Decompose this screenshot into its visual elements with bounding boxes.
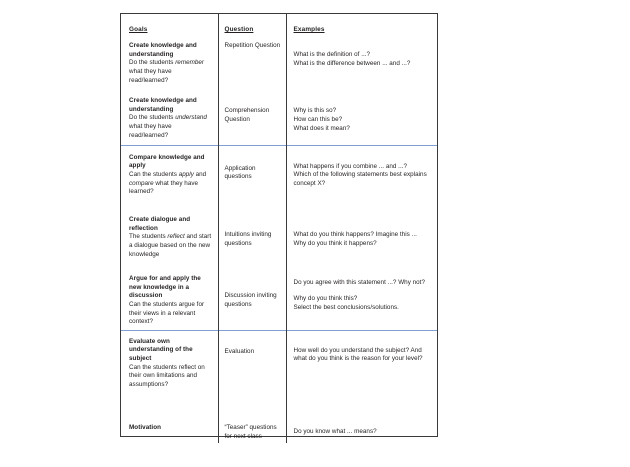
example-line: How well do you understand the subject? And what do you think is the reason for your level?	[293, 346, 423, 363]
header-cell-examples	[286, 14, 437, 38]
goal-body	[129, 114, 212, 140]
goal-body	[129, 301, 212, 327]
question-cell-intuitions	[218, 210, 286, 268]
goal-cell-evaluation	[121, 330, 218, 402]
question-cell-evaluation	[218, 330, 286, 402]
goal-body	[129, 233, 212, 259]
example-line: What does it mean?	[293, 124, 350, 132]
goal-cell-application	[121, 145, 218, 210]
matrix-table	[121, 14, 437, 443]
question-cell-repetition	[218, 38, 286, 88]
table-row	[121, 88, 437, 145]
question-type: Discussion inviting questions	[224, 292, 277, 308]
question-type: Repetition Question	[224, 42, 281, 49]
question-cell-application	[218, 145, 286, 210]
goal-body-pre: The students	[129, 233, 168, 241]
question-cell-discussion	[218, 268, 286, 330]
goal-body-mid: and	[193, 170, 207, 178]
header-cell-question	[218, 14, 286, 38]
table-row	[121, 145, 437, 210]
column-header-examples: Examples	[293, 26, 325, 33]
goal-body-post: what they have learned?	[129, 179, 199, 196]
example-line: What happens if you combine ... and ...?	[293, 162, 408, 170]
goal-body-emphasis: apply	[178, 170, 194, 178]
question-cell-comprehension	[218, 88, 286, 145]
example-line: Why do you think this?	[293, 294, 358, 302]
question-type: Evaluation	[224, 347, 255, 355]
goal-body-post: and start a dialogue based on the new knowledge	[129, 233, 212, 258]
goal-title: Compare knowledge and apply	[129, 153, 205, 170]
goal-body-pre: Can the students reflect on their own limitations and assumptions?	[129, 363, 205, 388]
goal-title: Create knowledge and understanding	[129, 42, 197, 58]
goal-body-emphasis: reflect	[167, 233, 185, 241]
goal-title: Evaluate own understanding of the subject	[129, 337, 193, 362]
goal-body-emphasis: remember	[175, 59, 205, 67]
questioning-matrix-table	[120, 13, 438, 440]
goal-body	[129, 59, 212, 85]
goal-body-emphasis: understand	[175, 114, 207, 122]
question-cell-motivation	[218, 402, 286, 443]
question-type: “Teaser” questions for next class	[224, 424, 277, 440]
goal-title: Create knowledge and understanding	[129, 97, 197, 113]
goal-title: Motivation	[129, 424, 161, 431]
example-line: What is the definition of ...?	[293, 51, 371, 58]
goal-title: Create dialogue and reflection	[129, 216, 191, 232]
examples-cell-motivation	[286, 402, 437, 443]
goal-cell-comprehension	[121, 88, 218, 145]
goal-cell-repetition	[121, 38, 218, 88]
question-type: Intuitions inviting questions	[224, 231, 272, 247]
table-row	[121, 330, 437, 402]
examples-cell-evaluation	[286, 330, 437, 402]
examples-cell-application	[286, 145, 437, 210]
column-header-question: Question	[224, 26, 254, 33]
table-row	[121, 402, 437, 443]
table-header-row	[121, 14, 437, 38]
goal-body-pre: Do the students	[129, 59, 176, 67]
example-line: How can this be?	[293, 115, 343, 123]
goal-body-pre: Do the students	[129, 114, 176, 122]
example-line: What do you think happens? Imagine this ...	[293, 231, 417, 238]
column-header-goals: Goals	[129, 26, 148, 33]
examples-cell-repetition	[286, 38, 437, 88]
goal-body	[129, 171, 212, 197]
header-cell-goals	[121, 14, 218, 38]
question-type: Comprehension Question	[224, 107, 270, 123]
goal-body-emphasis-2: compare	[129, 179, 154, 187]
goal-title: Argue for and apply the new knowledge in a discussion	[129, 275, 201, 300]
example-line: Which of the following statements best explains concept X?	[293, 171, 427, 188]
examples-cell-comprehension	[286, 88, 437, 145]
goal-body	[129, 364, 212, 390]
example-line: Do you know what ... means?	[293, 428, 377, 435]
examples-cell-intuitions	[286, 210, 437, 268]
goal-body-pre: Can the students	[129, 170, 179, 178]
goal-cell-discussion	[121, 268, 218, 330]
goal-body-pre: Can the students argue for their views in a relevant context?	[129, 301, 205, 326]
table-row	[121, 268, 437, 330]
goal-cell-intuitions	[121, 210, 218, 268]
examples-cell-discussion	[286, 268, 437, 330]
example-line: Why is this so?	[293, 107, 337, 114]
table-row	[121, 210, 437, 268]
table-row	[121, 38, 437, 88]
goal-body-post: what they have read/learned?	[129, 68, 172, 84]
example-line: Select the best conclusions/solutions.	[293, 303, 399, 311]
question-type: Application questions	[224, 164, 256, 181]
example-line: Why do you think it happens?	[293, 239, 377, 247]
goal-body-post: what they have read/learned?	[129, 123, 172, 139]
example-line: Do you agree with this statement ...? Why not?	[293, 279, 425, 286]
example-spacer	[294, 288, 433, 295]
example-line: What is the difference between ... and ...?	[293, 59, 411, 67]
goal-cell-motivation	[121, 402, 218, 443]
